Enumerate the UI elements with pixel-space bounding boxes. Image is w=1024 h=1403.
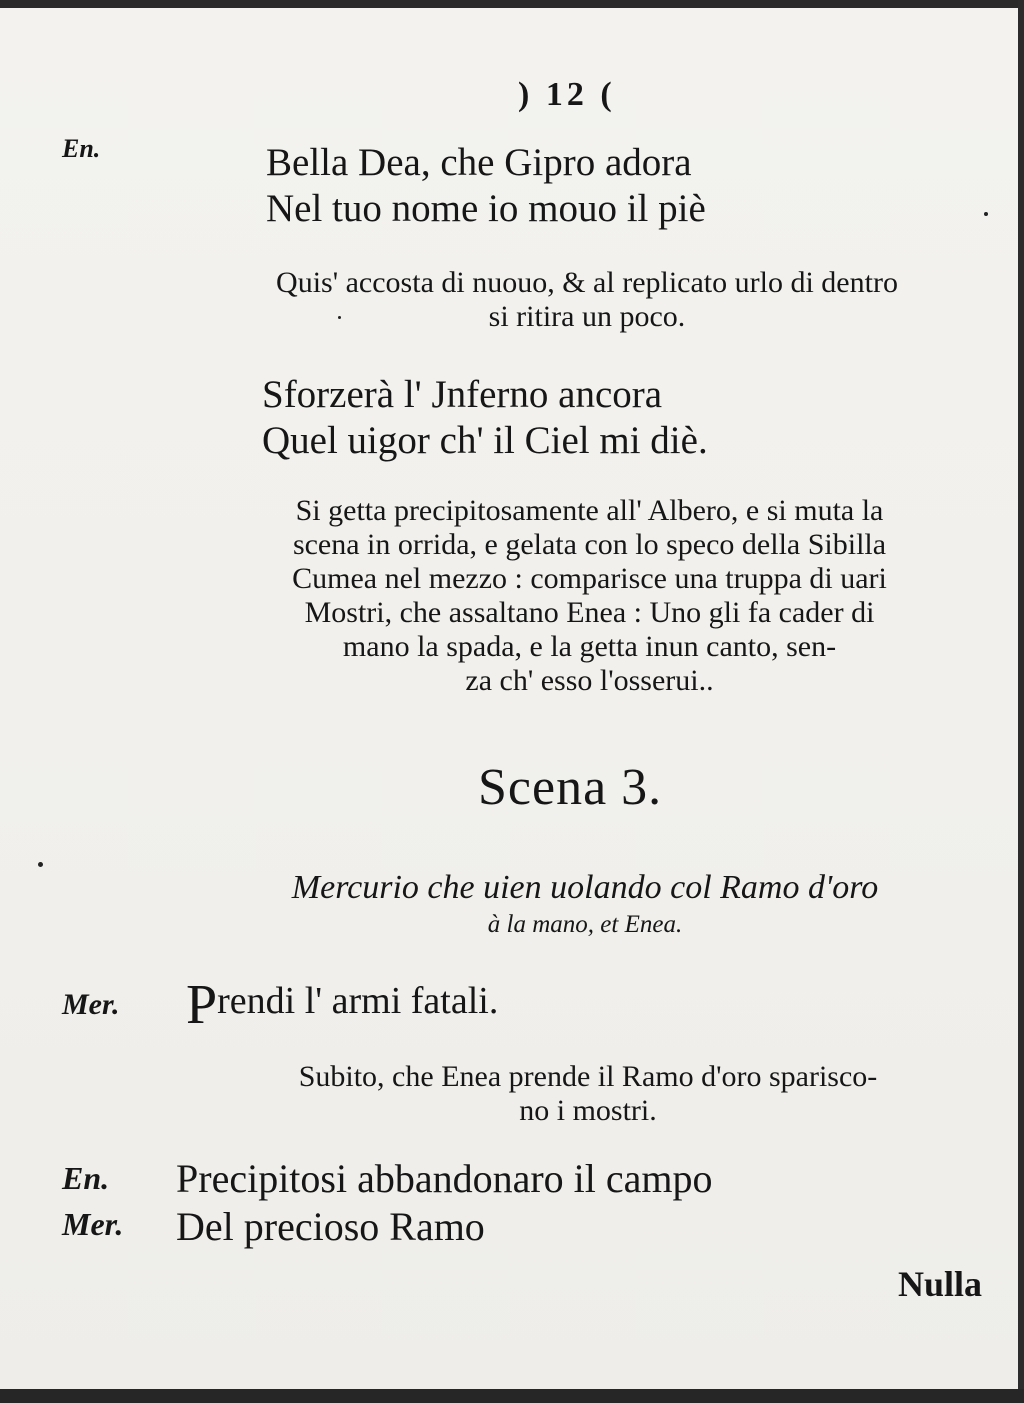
verse-line: Sforzerà l' Jnferno ancora [262, 373, 663, 416]
stage-line: Cumea nel mezzo : comparisce una truppa di uari [292, 562, 887, 595]
scene-description [170, 866, 1000, 940]
speaker-label-mercurio: Mer. [62, 1206, 124, 1242]
drop-cap: P [186, 974, 218, 1036]
verse-line: Precipitosi abbandonaro il campo [176, 1156, 713, 1201]
scan-border-bottom [0, 1389, 1024, 1403]
stage-direction-3 [178, 1060, 998, 1128]
stage-line: Mostri, che assaltano Enea : Uno gli fa cader di [304, 596, 875, 629]
catchword: Nulla [898, 1264, 983, 1304]
verse-line: Bella Dea, che Gipro adora [266, 141, 692, 184]
stage-line: no i mostri. [519, 1094, 657, 1127]
stage-line: scena in orrida, e gelata con lo speco della Sibilla [292, 528, 887, 561]
ink-speck [984, 212, 988, 216]
verse-block-1 [266, 140, 706, 232]
stage-line: si ritira un poco. [488, 300, 686, 333]
verse-line: Del precioso Ramo [176, 1204, 485, 1249]
verse-block-2 [262, 372, 708, 464]
verse-block-3 [186, 974, 499, 1036]
scan-border-right [1018, 0, 1024, 1403]
stage-line: Si getta precipitosamente all' Albero, e si muta la [295, 494, 884, 527]
stage-line: za ch' esso l'osserui.. [465, 664, 714, 697]
verse-line: rendi l' armi fatali. [217, 980, 499, 1022]
stage-line: Quis' accosta di nuouo, & al replicato urlo di dentro [276, 266, 898, 299]
scene-description-line: à la mano, et Enea. [487, 911, 683, 938]
verse-line: Nel tuo nome io mouo il piè [266, 187, 706, 230]
speaker-label-mercurio: Mer. [62, 988, 120, 1021]
speaker-label-enea: En. [62, 1160, 110, 1196]
stage-direction-2 [172, 494, 1007, 698]
ink-speck [38, 862, 43, 867]
page-number: ) 12 ( [518, 76, 616, 113]
scan-border-top [0, 0, 1024, 8]
scene-heading: Scena 3. [478, 759, 663, 816]
scene-description-line: Mercurio che uien uolando col Ramo d'oro [291, 869, 879, 906]
stage-line: mano la spada, e la getta inun canto, sen- [342, 630, 837, 663]
verse-line: Quel uigor ch' il Ciel mi diè. [262, 419, 708, 462]
stage-direction-1 [172, 266, 1002, 334]
stage-line: Subito, che Enea prende il Ramo d'oro sparisco- [298, 1060, 878, 1093]
speaker-label-enea: En. [62, 134, 101, 163]
